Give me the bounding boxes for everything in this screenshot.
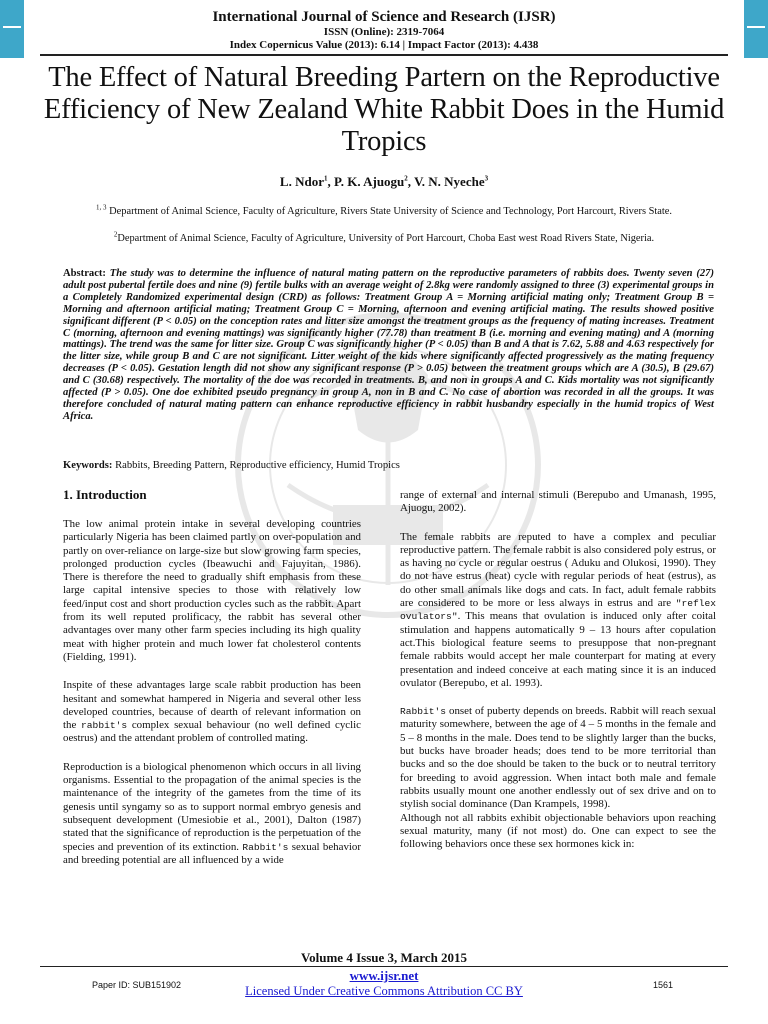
keywords [63, 460, 714, 471]
author-separator: , [407, 174, 415, 189]
inline-term: rabbit's [81, 720, 128, 732]
paper-title: The Effect of Natural Breeding Partern on the Reproductive Efficiency of New Zealand White Rabbit Does in the Humid Tropics [43, 62, 725, 157]
paper-id: Paper ID: SUB151902 [92, 980, 182, 990]
paragraph-text: The female rabbits are reputed to have a complex and peculiar reproductive pattern. The female rabbit is also considered poly estrus, or as having no cycle or regular oestrus ( Aduku and Olukosi, 1990). They do not have estrus (heat) cycle with regular periods of heat (estrus), as do other small animals like dogs and cats. In fact, adult female rabbits are considered to be more or less always in estrus and are [400, 530, 716, 610]
author-affiliation-mark: 3 [484, 174, 489, 183]
paragraph-text: onset of puberty depends on breeds. Rabbit will reach sexual maturity somewhere, between the age of 4 – 5 months in the female and 5 – 8 months in the male. Does tend to be slightly larger than the bucks, but bucks have broader heads; does tend to be more territorial than bucks and so the doe should be taken to the buck or to neutral territory for breeding to avoid aggression. When intact both male and female rabbits usually mount one another endlessly out of sex drive and on to stylish social dominance (Dan Krampels, 1998). [400, 705, 716, 811]
index-line: Index Copernicus Value (2013): 6.14 | Impact Factor (2013): 4.438 [229, 39, 539, 51]
paragraph [63, 679, 361, 745]
author-list [40, 174, 728, 190]
keywords-text: Rabbits, Breeding Pattern, Reproductive efficiency, Humid Tropics [115, 460, 400, 471]
affiliation-2 [40, 232, 728, 245]
corner-mark-left [0, 0, 24, 58]
page-number: 1561 [653, 980, 674, 990]
affiliation-text: Department of Animal Science, Faculty of Agriculture, University of Port Harcourt, Choba East west Road Rivers State, Nigeria. [117, 233, 655, 244]
issn-line: ISSN (Online): 2319-7064 [323, 26, 445, 38]
affiliation-text: Department of Animal Science, Faculty of Agriculture, Rivers State University of Science and Technology, Port Harcourt, Rivers State. [109, 206, 672, 217]
left-column [63, 518, 361, 882]
website-link[interactable]: www.ijsr.net [349, 968, 419, 983]
paragraph: The low animal protein intake in several developing countries particularly Nigeria has been claimed partly on over-population and partly on over-reliance on large-size but slow growing farm species, prolonged production cycles (Ibeawuchi and Fajuyitan, 1986). There is therefore the need to gradually shift emphasis from these large capital intensive species to those with relatively low feed/input cost and short production cycles such as the rabbit. Apart from its well reputed prolificacy, the rabbit has several other advantages over many other farm species including its high quality meat with higher protein and much lower fat cholesterol contents (Fielding, 1991). [63, 518, 361, 663]
paragraph-text: Reproduction is a biological phenomenon which occurs in all living organisms. Essential to the propagation of the animal species is the maintenance of the integrity of the gametes from the time of its genesis until syngamy so as to support normal embryo genesis and subsequent development (Umesiobie et al., 2001), Dalton (1987) stated that the significance of reproduction is the perpetuation of the species and prevention of its extinction. [63, 760, 361, 853]
affiliation-1 [40, 205, 728, 218]
paragraph [400, 531, 716, 691]
inline-term: Rabbit's [242, 841, 289, 853]
inline-term: Rabbit's [400, 706, 447, 718]
affiliation-marks: 1, 3 [96, 203, 107, 212]
abstract-label: Abstract: [63, 268, 106, 279]
affiliation-marks: 2 [113, 230, 118, 239]
inline-term: "reflex ovulators" [400, 598, 716, 623]
footer-rule [40, 966, 728, 967]
paragraph-text: Inspite of these advantages large scale rabbit production has been hesitant and somewhat hampered in Nigeria and several other less developed countries, because of dearth of relevant information on the [63, 679, 361, 732]
journal-name: International Journal of Science and Research (IJSR) [212, 9, 556, 25]
right-column [400, 489, 716, 866]
abstract [63, 268, 714, 423]
author-name: V. N. Nyeche [414, 174, 485, 189]
volume-line: Volume 4 Issue 3, March 2015 [300, 950, 468, 965]
keywords-label: Keywords: [63, 460, 113, 471]
paragraph-text: . This means that ovulation is induced only after coital stimulation and happens automatically 9 – 13 hours after copulation act.This biological feature seems to presuppose that non-pregnant female rabbits would accept her male counterpart for mating at every presentation and indeed conceive at each mating since it is an induced ovulator (Berepubo, et al. 1993). [400, 610, 716, 689]
paragraph [63, 761, 361, 867]
author-affiliation-mark: 2 [404, 174, 408, 183]
corner-mark-right [744, 0, 768, 58]
paragraph: Although not all rabbits exhibit objectionable behaviors upon reaching sexual maturity, many (if not most) do. One can expect to see the following behaviors once these sex hormones kick in: [400, 811, 716, 851]
paragraph [400, 705, 716, 811]
paragraph-text: complex sexual behaviour (no well defined cyclic oestrus) and the attendant problem of controlled mating. [63, 719, 361, 745]
author-separator: , [327, 174, 334, 189]
author-name: L. Ndor [279, 174, 324, 189]
header-rule [40, 54, 728, 56]
section-heading-introduction: 1. Introduction [63, 487, 147, 502]
license-link[interactable]: Licensed Under Creative Commons Attribution CC BY [245, 984, 523, 998]
author-name: P. K. Ajuogu [333, 174, 405, 189]
running-header [40, 8, 728, 52]
paragraph: range of external and internal stimuli (Berepubo and Umanash, 1995, Ajuogu, 2002). [400, 489, 716, 515]
paragraph-text: sexual behavior and breeding potential are all influenced by a wide [63, 840, 361, 866]
author-affiliation-mark: 1 [323, 174, 328, 183]
abstract-text: The study was to determine the influence of natural mating pattern on the reproductive parameters of rabbits does. Twenty seven (27) adult post pubertal fertile does and nine (9) fertile bulks with an average weight of 2.8kg were randomly assigned to three (3) experimental groups in a Completely Randomized experimental design (CRD) as follows: Treatment Group A = Morning artificial mating only; Treatment Group B = Morning and afternoon artificial mating; Treatment Group C = Morning, afternoon and evening artificial mating. The results showed positive significant different (P < 0.05) on the conception rates and litter size amongst the treatment groups as the frequency of mating increases. Treatment C (morning, afternoon and evening mattings) was significantly higher (77.78) than treatment B (i.e. morning and evening mating) and A (morning mattings). The trend was the same for litter size. Group C was significantly higher (P < 0.05) than B and A that is 7.62, 5.88 and 4.63 respectively for the litter size, while group B and C are not significant. Litter weight of the kids where significantly affected progressively as the mating frequency decreases (P < 0.05). Gestation length did not show any significant response (P > 0.05) between the treatment groups which are A (30.5), B (29.67) and C (30.68) respectively. The mortality of the doe was recorded in treatments. B, and non in groups A and C. Kids mortality was not significantly affected (P > 0.05). One doe exhibited pseudo pregnancy in group A, non in B and C. No case of abortion was recorded in all the groups. It was therefore concluded of natural mating pattern can enhance reproductive efficiency in rabbit husbandry especially in the humid tropics of West Africa. [63, 268, 714, 422]
